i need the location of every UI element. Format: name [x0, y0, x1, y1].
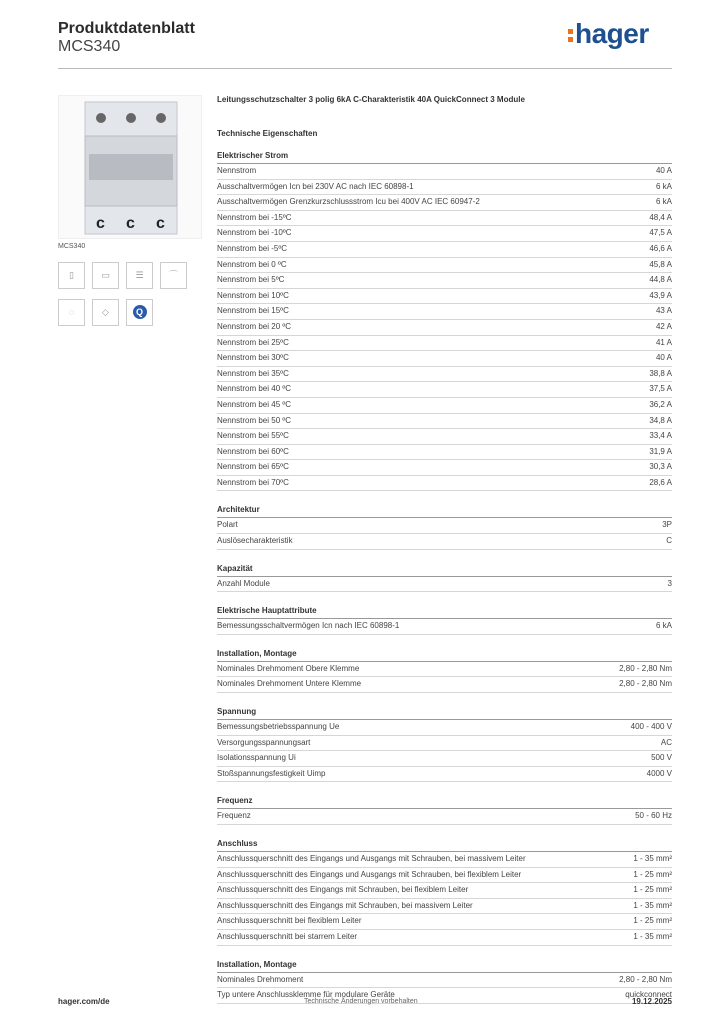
product-image	[58, 95, 202, 239]
thumbnail-certification-icon[interactable]: ◇	[92, 299, 119, 326]
spec-value: 33,4 A	[649, 431, 672, 441]
spec-label: Isolationsspannung Ui	[217, 753, 296, 763]
section-title: Installation, Montage	[217, 958, 672, 973]
section-title: Kapazität	[217, 562, 672, 577]
spec-value: 43,9 A	[649, 290, 672, 300]
spec-row	[217, 736, 672, 752]
section-title: Elektrische Hauptattribute	[217, 604, 672, 619]
spec-row	[217, 195, 672, 211]
spec-label: Anschlussquerschnitt bei starrem Leiter	[217, 931, 358, 941]
spec-label: Typ untere Anschlussklemme für modulare Geräte	[217, 990, 395, 1000]
spec-value: 30,3 A	[649, 462, 672, 472]
spec-label: Ausschaltvermögen Grenzkurzschlussstrom Icu bei 400V AC IEC 60947-2	[217, 197, 480, 207]
spec-row	[217, 988, 672, 1004]
hager-logo	[568, 18, 649, 50]
spec-label: Stoßspannungsfestigkeit Uimp	[217, 768, 326, 778]
spec-value: 2,80 - 2,80 Nm	[619, 679, 672, 689]
spec-row	[217, 852, 672, 868]
footer-note: Technische Änderungen vorbehalten	[304, 998, 418, 1005]
spec-row	[217, 320, 672, 336]
spec-value: 500 V	[651, 753, 672, 763]
section-title: Installation, Montage	[217, 647, 672, 662]
header-divider	[58, 68, 672, 69]
spec-row	[217, 662, 672, 678]
spec-label: Nominales Drehmoment Untere Klemme	[217, 679, 362, 689]
thumbnail-detail-icon[interactable]: ◌	[58, 299, 85, 326]
spec-row	[217, 336, 672, 352]
spec-row	[217, 273, 672, 289]
spec-section	[217, 604, 672, 641]
spec-section	[217, 705, 672, 788]
spec-value: 2,80 - 2,80 Nm	[619, 974, 672, 984]
spec-value: 3	[667, 578, 672, 588]
spec-row	[217, 767, 672, 783]
spec-label: Nennstrom bei 55ºC	[217, 431, 289, 441]
spec-label: Bemessungsschaltvermögen Icn nach IEC 60898-1	[217, 621, 400, 631]
spec-row	[217, 476, 672, 492]
spec-label: Nennstrom bei 40 ºC	[217, 384, 292, 394]
spec-row	[217, 619, 672, 635]
spec-value: 3P	[662, 520, 672, 530]
product-code: MCS340	[58, 38, 121, 55]
spec-row	[217, 809, 672, 825]
circuit-breaker-icon	[59, 96, 201, 238]
spec-value: 1 - 25 mm²	[633, 885, 672, 895]
spec-row	[217, 914, 672, 930]
spec-label: Nennstrom	[217, 166, 257, 175]
spec-value: 37,5 A	[649, 384, 672, 394]
section-title: Architektur	[217, 503, 672, 518]
spec-label: Nennstrom bei -15ºC	[217, 212, 292, 222]
spec-section	[217, 837, 672, 952]
spec-label: Nennstrom bei -10ºC	[217, 228, 292, 238]
spec-label: Nennstrom bei 20 ºC	[217, 321, 292, 331]
spec-value: 38,8 A	[649, 368, 672, 378]
spec-value: 40 A	[655, 353, 672, 363]
spec-value: quickconnect	[625, 990, 672, 1000]
svg-text:c: c	[96, 215, 105, 232]
spec-row	[217, 899, 672, 915]
spec-row	[217, 211, 672, 227]
spec-label: Anschlussquerschnitt des Eingangs mit Schrauben, bei flexiblem Leiter	[217, 885, 469, 895]
section-title: Frequenz	[217, 794, 672, 809]
spec-row	[217, 398, 672, 414]
spec-row	[217, 382, 672, 398]
spec-value: 46,6 A	[649, 243, 672, 253]
spec-row	[217, 720, 672, 736]
spec-label: Ausschaltvermögen Icn bei 230V AC nach IEC 60898-1	[217, 181, 414, 191]
spec-value: 31,9 A	[649, 446, 672, 456]
spec-value: 40 A	[655, 166, 672, 175]
spec-value: 1 - 35 mm²	[633, 900, 672, 910]
spec-label: Nennstrom bei 35ºC	[217, 368, 289, 378]
spec-sections	[217, 149, 672, 1010]
spec-value: 4000 V	[646, 768, 672, 778]
spec-label: Nennstrom bei 50 ºC	[217, 415, 292, 425]
spec-value: 36,2 A	[649, 399, 672, 409]
spec-value: C	[666, 536, 672, 546]
spec-label: Polart	[217, 520, 238, 530]
thumbnail-diagram-icon[interactable]: ☰	[126, 262, 153, 289]
spec-row	[217, 868, 672, 884]
spec-label: Nennstrom bei 0 ºC	[217, 259, 287, 269]
spec-label: Nennstrom bei 25ºC	[217, 337, 289, 347]
spec-row	[217, 242, 672, 258]
spec-label: Nennstrom bei 45 ºC	[217, 399, 292, 409]
spec-value: 1 - 25 mm²	[633, 916, 672, 926]
section-title: Elektrischer Strom	[217, 149, 672, 164]
spec-label: Nennstrom bei -5ºC	[217, 243, 288, 253]
spec-row	[217, 534, 672, 550]
spec-value: AC	[660, 737, 672, 747]
spec-row	[217, 973, 672, 989]
spec-row	[217, 445, 672, 461]
thumbnail-quickconnect-icon[interactable]: Q	[126, 299, 153, 326]
spec-label: Auslösecharakteristik	[217, 536, 293, 546]
spec-label: Nennstrom bei 10ºC	[217, 290, 289, 300]
footer-date: 19.12.2025	[631, 997, 672, 1006]
spec-label: Nominales Drehmoment Obere Klemme	[217, 663, 360, 673]
spec-value: 6 kA	[655, 621, 672, 631]
spec-value: 48,4 A	[649, 212, 672, 222]
footer-website[interactable]: hager.com/de	[58, 997, 110, 1006]
spec-row	[217, 304, 672, 320]
thumbnail-side-icon[interactable]: ▭	[92, 262, 119, 289]
spec-value: 1 - 35 mm²	[633, 854, 672, 863]
spec-row	[217, 258, 672, 274]
spec-section	[217, 149, 672, 497]
spec-row	[217, 414, 672, 430]
spec-row	[217, 351, 672, 367]
spec-content	[217, 95, 672, 1010]
spec-section	[217, 794, 672, 831]
spec-row	[217, 930, 672, 946]
product-description: Leitungsschutzschalter 3 polig 6kA C-Charakteristik 40A QuickConnect 3 Module	[217, 95, 525, 104]
thumbnail-front-icon[interactable]: ▯	[58, 262, 85, 289]
spec-row	[217, 677, 672, 693]
spec-value: 42 A	[655, 321, 672, 331]
spec-value: 1 - 35 mm²	[633, 931, 672, 941]
spec-row	[217, 367, 672, 383]
svg-text:c: c	[156, 215, 165, 232]
logo-dots-icon	[568, 26, 573, 45]
logo-text: hager	[575, 18, 649, 49]
spec-value: 47,5 A	[649, 228, 672, 238]
section-title: Anschluss	[217, 837, 672, 852]
thumbnail-gallery	[58, 262, 208, 336]
spec-value: 28,6 A	[649, 477, 672, 487]
spec-label: Frequenz	[217, 811, 251, 821]
spec-row	[217, 164, 672, 180]
spec-row	[217, 883, 672, 899]
spec-row	[217, 518, 672, 534]
spec-label: Anschlussquerschnitt des Eingangs und Ausgangs mit Schrauben, bei flexiblem Leiter	[217, 869, 522, 879]
spec-row	[217, 289, 672, 305]
spec-value: 44,8 A	[649, 275, 672, 285]
spec-section	[217, 503, 672, 555]
spec-row	[217, 577, 672, 593]
spec-label: Anschlussquerschnitt des Eingangs mit Schrauben, bei massivem Leiter	[217, 900, 473, 910]
spec-value: 34,8 A	[649, 415, 672, 425]
spec-row	[217, 429, 672, 445]
spec-value: 2,80 - 2,80 Nm	[619, 663, 672, 673]
spec-label: Nennstrom bei 30ºC	[217, 353, 289, 363]
spec-label: Nennstrom bei 60ºC	[217, 446, 289, 456]
page-title: Produktdatenblatt	[58, 20, 195, 37]
spec-label: Bemessungsbetriebsspannung Ue	[217, 722, 340, 732]
spec-label: Anzahl Module	[217, 578, 270, 588]
spec-label: Nennstrom bei 5ºC	[217, 275, 285, 285]
spec-value: 45,8 A	[649, 259, 672, 269]
spec-value: 6 kA	[655, 181, 672, 191]
svg-text:c: c	[126, 215, 135, 232]
spec-section	[217, 647, 672, 699]
spec-value: 41 A	[655, 337, 672, 347]
spec-value: 6 kA	[655, 197, 672, 207]
spec-label: Anschlussquerschnitt des Eingangs und Ausgangs mit Schrauben, bei massivem Leiter	[217, 854, 526, 863]
spec-section	[217, 958, 672, 1010]
spec-value: 50 - 60 Hz	[635, 811, 672, 821]
spec-row	[217, 751, 672, 767]
spec-label: Nennstrom bei 15ºC	[217, 306, 289, 316]
spec-row	[217, 460, 672, 476]
spec-label: Nominales Drehmoment	[217, 974, 304, 984]
spec-label: Nennstrom bei 70ºC	[217, 477, 289, 487]
spec-value: 1 - 25 mm²	[633, 869, 672, 879]
tech-heading: Technische Eigenschaften	[217, 129, 318, 138]
spec-value: 400 - 400 V	[630, 722, 672, 732]
section-title: Spannung	[217, 705, 672, 720]
spec-section	[217, 562, 672, 599]
spec-value: 43 A	[655, 306, 672, 316]
spec-label: Versorgungsspannungsart	[217, 737, 311, 747]
spec-row	[217, 180, 672, 196]
spec-label: Anschlussquerschnitt bei flexiblem Leiter	[217, 916, 362, 926]
spec-label: Nennstrom bei 65ºC	[217, 462, 289, 472]
image-caption: MCS340	[58, 243, 86, 250]
thumbnail-drawing-icon[interactable]: ⌒	[160, 262, 187, 289]
spec-row	[217, 226, 672, 242]
